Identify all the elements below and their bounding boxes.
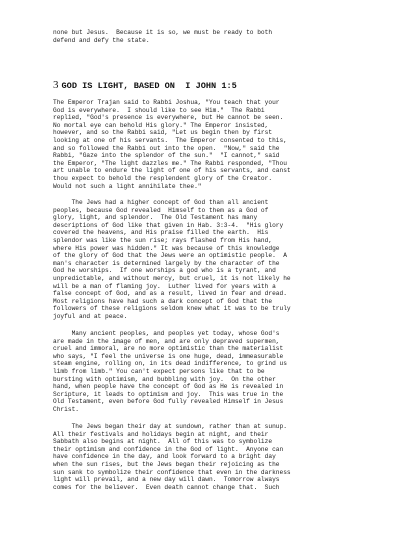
text-line: false concept of God, and as a result, lived in fear and dread. bbox=[53, 290, 287, 298]
text-line: The Emperor Trajan said to Rabbi Joshua, "You teach that your bbox=[53, 99, 280, 106]
text-line: God is everywhere. I should like to see Him." The Rabbi bbox=[53, 106, 265, 114]
continued-paragraph bbox=[53, 29, 383, 44]
text-line: and so followed the Rabbi out into the open. "Now," said the bbox=[53, 144, 280, 152]
text-line: steam engine, rolling on, in its dead indifference, to grind us bbox=[53, 360, 287, 368]
text-line: covered the heavens, and His praise filled the earth. His bbox=[53, 229, 269, 237]
text-line: Sabbath also begins at night. All of this was to symbolize bbox=[53, 438, 273, 446]
text-line: followers of these religions seldom knew what it was to be truly bbox=[53, 305, 291, 313]
text-line: their optimism and confidence in the God of light. Anyone can bbox=[53, 445, 284, 453]
chapter-heading bbox=[53, 79, 237, 93]
text-line: The Jews had a higher concept of God than all ancient bbox=[53, 199, 269, 206]
text-line: The Jews began their day at sundown, rather than at sunup. bbox=[53, 423, 287, 430]
text-line: No mortal eye can behold His glory." The Emperor insisted, bbox=[53, 121, 269, 129]
paragraph-3 bbox=[53, 330, 383, 414]
text-line: will be a man of flaming joy. Luther lived for years with a bbox=[53, 282, 276, 290]
text-line: Old Testament, even before God fully revealed Himself in Jesus bbox=[53, 398, 284, 406]
text-line: when the sun rises, but the Jews began their rejoicing as the bbox=[53, 460, 280, 468]
text-line: comes for the believer. Even death cannot change that. Such bbox=[53, 483, 280, 491]
text-line: art unable to endure the light of one of his servants, and canst bbox=[53, 167, 291, 175]
text-line: the Emperor, "The light dazzles me." The Rabbi responded, "Thou bbox=[53, 159, 287, 167]
paragraph-4 bbox=[53, 423, 383, 491]
text-line: limb from limb." You can't expect persons like that to be bbox=[53, 367, 265, 375]
text-line: hand, when people have the concept of God as He is revealed in bbox=[53, 383, 284, 391]
text-line: have confidence in the day, and look forward to a bright day bbox=[53, 453, 276, 461]
text-line: Many ancient peoples, and peoples yet today, whose God's bbox=[53, 330, 280, 337]
text-line: All their festivals and holidays begin at night, and their bbox=[53, 430, 269, 438]
text-line: where His power was hidden." It was because of this knowledge bbox=[53, 244, 280, 252]
text-line: Would not such a light annihilate thee." bbox=[53, 182, 202, 190]
chapter-title: GOD IS LIGHT, BASED ON I JOHN 1:5 bbox=[61, 81, 237, 91]
text-line: splendor was like the sun rise; rays flashed from His hand, bbox=[53, 236, 273, 244]
text-line: Rabbi, "Gaze into the splendor of the sun." "I cannot," said bbox=[53, 152, 280, 160]
text-line: joyful and at peace. bbox=[53, 312, 128, 320]
text-line: none but Jesus. Because it is so, we must be ready to both bbox=[53, 29, 273, 36]
text-line: glory, light, and splendor. The Old Testament has many bbox=[53, 214, 258, 222]
text-line: replied, "God's presence is everywhere, but He cannot be seen. bbox=[53, 114, 284, 122]
text-line: Scripture, it leads to optimism and joy. This was true in the bbox=[53, 390, 284, 398]
text-line: bursting with optimism, and bubbling with joy. On the other bbox=[53, 375, 276, 383]
text-line: who says, "I feel the universe is one huge, dead, immeasurable bbox=[53, 352, 284, 360]
text-line: Christ. bbox=[53, 405, 79, 413]
text-line: peoples, because God revealed Himself to them as a God of bbox=[53, 206, 269, 214]
text-line: light will prevail, and a new day will dawn. Tomorrow always bbox=[53, 476, 280, 484]
text-line: defend and defy the state. bbox=[53, 36, 150, 44]
text-line: thou expect to behold the resplendent glory of the Creator. bbox=[53, 174, 273, 182]
text-line: cruel and immoral, are no more optimistic than the materialist bbox=[53, 345, 284, 353]
text-line: are made in the image of men, and are only depraved supermen, bbox=[53, 337, 280, 345]
paragraph-1 bbox=[53, 99, 383, 190]
text-line: sun sank to symbolize their confidence that even in the darkness bbox=[53, 468, 291, 476]
text-line: man's character is determined largely by the character of the bbox=[53, 259, 280, 267]
chapter-number: 3 bbox=[53, 79, 59, 91]
text-line: however, and so the Rabbi said, "Let us begin then by first bbox=[53, 129, 273, 137]
text-line: unpredictable, and without mercy, but cruel, it is not likely he bbox=[53, 274, 291, 282]
paragraph-2 bbox=[53, 199, 383, 321]
text-line: Most religions have had such a dark concept of God that the bbox=[53, 297, 273, 305]
text-line: looking at one of his servants. The Emperor consented to this, bbox=[53, 136, 287, 144]
text-line: of the glory of God that the Jews were an optimistic people. A bbox=[53, 252, 287, 260]
text-line: God he worships. If one worships a god who is a tyrant, and bbox=[53, 267, 276, 275]
text-line: descriptions of God like that given in Hab. 3:3-4. "His glory bbox=[53, 221, 284, 229]
